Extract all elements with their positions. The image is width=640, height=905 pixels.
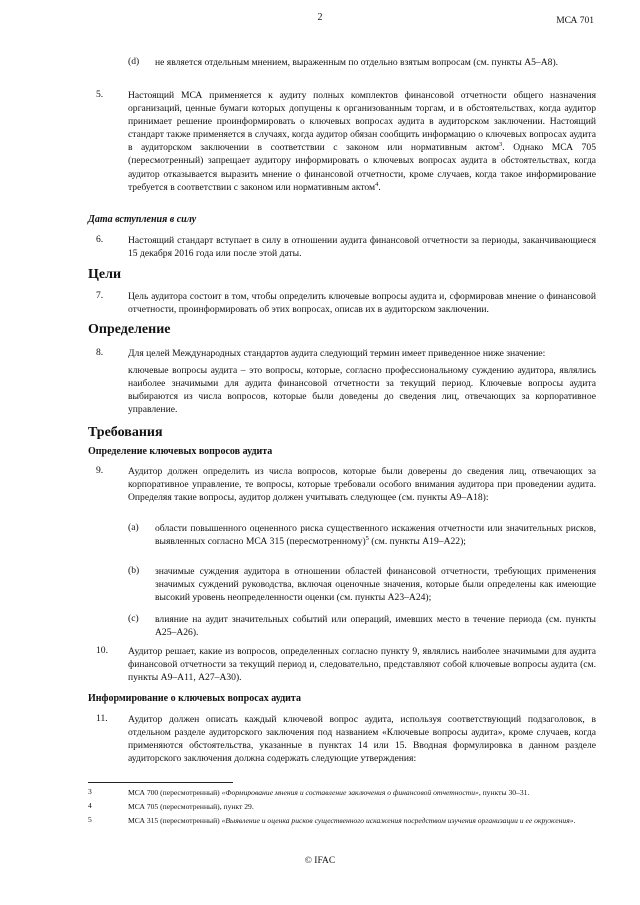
footnote-mark: 5: [88, 815, 92, 824]
paragraph-9: Аудитор должен определить из числа вопросов, которые были доверены до сведения лиц, отвечающих за корпоративное управление, те вопросы, которые требовали особого внимания аудитора при проведении аудита. Определяя такие вопросы, аудитор должен учитывать следующее (см. пункты А9–А18):: [128, 466, 596, 504]
page-number: 2: [317, 12, 323, 23]
paragraph-text: Настоящий МСА применяется к аудиту полных комплектов финансовой отчетности общего назначения организаций, ценные бумаги которых допущены к организованным торгам, и в обстоятельствах, когда аудитор принимает решение проинформировать о ключевых вопросах аудита в аудиторском заключении. Настоящий стандарт также применяется в случаях, когда аудитор обязан сообщить информацию о ключевых вопросах аудита в аудиторском заключении в соответствии с законом или нормативным актом: [128, 90, 596, 154]
list-item-text: значимые суждения аудитора в отношении областей финансовой отчетности, требующих применения значимых суждений руководства, включая оценочные значения, которые были определены как имеющие высокий уровень неопределенности оценки (см. пункты А23–А24);: [155, 566, 596, 604]
footnote-ref: 3: [499, 141, 503, 149]
document-code: МСА 701: [556, 16, 594, 26]
paragraph-10: Аудитор решает, какие из вопросов, определенных согласно пункту 9, являлись наиболее значимыми для аудита финансовой отчетности за текущий период и, следовательно, представляют собой ключевые вопросы аудита (см. пункты А9–А11, А27–А30).: [128, 646, 596, 684]
footnote-ref: 4: [375, 180, 379, 188]
list-item-text: влияние на аудит значительных событий или операций, имевших место в течение периода (см. пункты А25–А26).: [155, 614, 596, 639]
footnote-title: «Формирование мнения и составление заключения о финансовой отчетности»: [221, 788, 479, 797]
paragraph-number: 7.: [96, 290, 104, 301]
footnote-title: «Выявление и оценка рисков существенного искажения посредством изучения организации и ее окружения»: [221, 816, 574, 825]
footnote-separator: [88, 782, 233, 783]
paragraph-number: 8.: [96, 347, 104, 358]
footnote-text: , пункты 30–31.: [478, 788, 530, 797]
paragraph-text: .: [378, 181, 381, 193]
paragraph-number: 6.: [96, 234, 104, 245]
list-item-text-part: области повышенного оцененного риска существенного искажения отчетности или значительных рисков, выявленных согласно МСА 315 (пересмотренному): [155, 523, 596, 548]
list-item-label: (a): [128, 522, 139, 533]
footnote-text: МСА 315 (пересмотренный): [128, 816, 222, 825]
subsection-heading: Информирование о ключевых вопросах аудита: [88, 693, 301, 704]
paragraph-number: 11.: [96, 713, 108, 724]
footnote-ref: 5: [365, 534, 369, 542]
footnote-text: .: [573, 816, 576, 825]
list-item-text: [155, 522, 596, 548]
section-heading: Требования: [88, 425, 163, 440]
footnote-mark: 4: [88, 801, 92, 810]
paragraph-number: 9.: [96, 465, 104, 476]
copyright-footer: © IFAC: [304, 856, 336, 866]
paragraph-text: . Однако МСА 705 (пересмотренный) запрещает аудитору информировать о ключевых вопросах аудита в обстоятельствах, когда аудитор отказывается выразить мнение о финансовой отчетности, кроме случаев, когда такое информирование требуется в соответствии с законом или нормативным актом: [128, 142, 596, 193]
list-item-text: не является отдельным мнением, выраженным по отдельно взятым вопросам (см. пункты А5–А8).: [155, 57, 559, 68]
paragraph-number: 10.: [96, 645, 108, 656]
list-item-label: (b): [128, 565, 140, 576]
section-heading: Дата вступления в силу: [88, 214, 197, 225]
footnote-text: МСА 700 (пересмотренный): [128, 788, 222, 797]
paragraph-5: [128, 89, 596, 194]
list-item-text-part: (см. пункты А19–А22);: [368, 536, 466, 548]
definition-text: ключевые вопросы аудита – это вопросы, которые, согласно профессиональному суждению аудитора, являлись наиболее значимыми для аудита финансовой отчетности за текущий период. Ключевые вопросы аудита выбираются из числа вопросов, которые были доведены до сведения лиц, отвечающих за корпоративное управление.: [128, 365, 596, 416]
paragraph-6: Настоящий стандарт вступает в силу в отношении аудита финансовой отчетности за периоды, заканчивающиеся 15 декабря 2016 года или после этой даты.: [128, 235, 596, 260]
footnote-3: [128, 788, 596, 799]
section-heading: Определение: [88, 322, 171, 337]
paragraph-8: Для целей Международных стандартов аудита следующий термин имеет приведенное ниже значение:: [128, 348, 546, 359]
footnote-mark: 3: [88, 787, 92, 796]
subsection-heading: Определение ключевых вопросов аудита: [88, 446, 273, 457]
list-item-label: (d): [128, 56, 140, 67]
list-item-label: (c): [128, 613, 139, 624]
paragraph-7: Цель аудитора состоит в том, чтобы определить ключевые вопросы аудита и, сформировав мнение о финансовой отчетности, проинформировать об этих вопросах, описав их в аудиторском заключении.: [128, 291, 596, 316]
paragraph-number: 5.: [96, 89, 104, 100]
footnote-4: МСА 705 (пересмотренный), пункт 29.: [128, 802, 254, 811]
section-heading: Цели: [88, 267, 122, 282]
paragraph-11: Аудитор должен описать каждый ключевой вопрос аудита, используя соответствующий подзаголовок, в отдельном разделе аудиторского заключения под названием «Ключевые вопросы аудита», кроме случаев, когда применяются обстоятельства, указанные в пунктах 14 или 15. Вводная формулировка в данном разделе аудиторского заключения должна содержать следующие утверждения:: [128, 714, 596, 765]
footnote-5: [128, 816, 596, 827]
